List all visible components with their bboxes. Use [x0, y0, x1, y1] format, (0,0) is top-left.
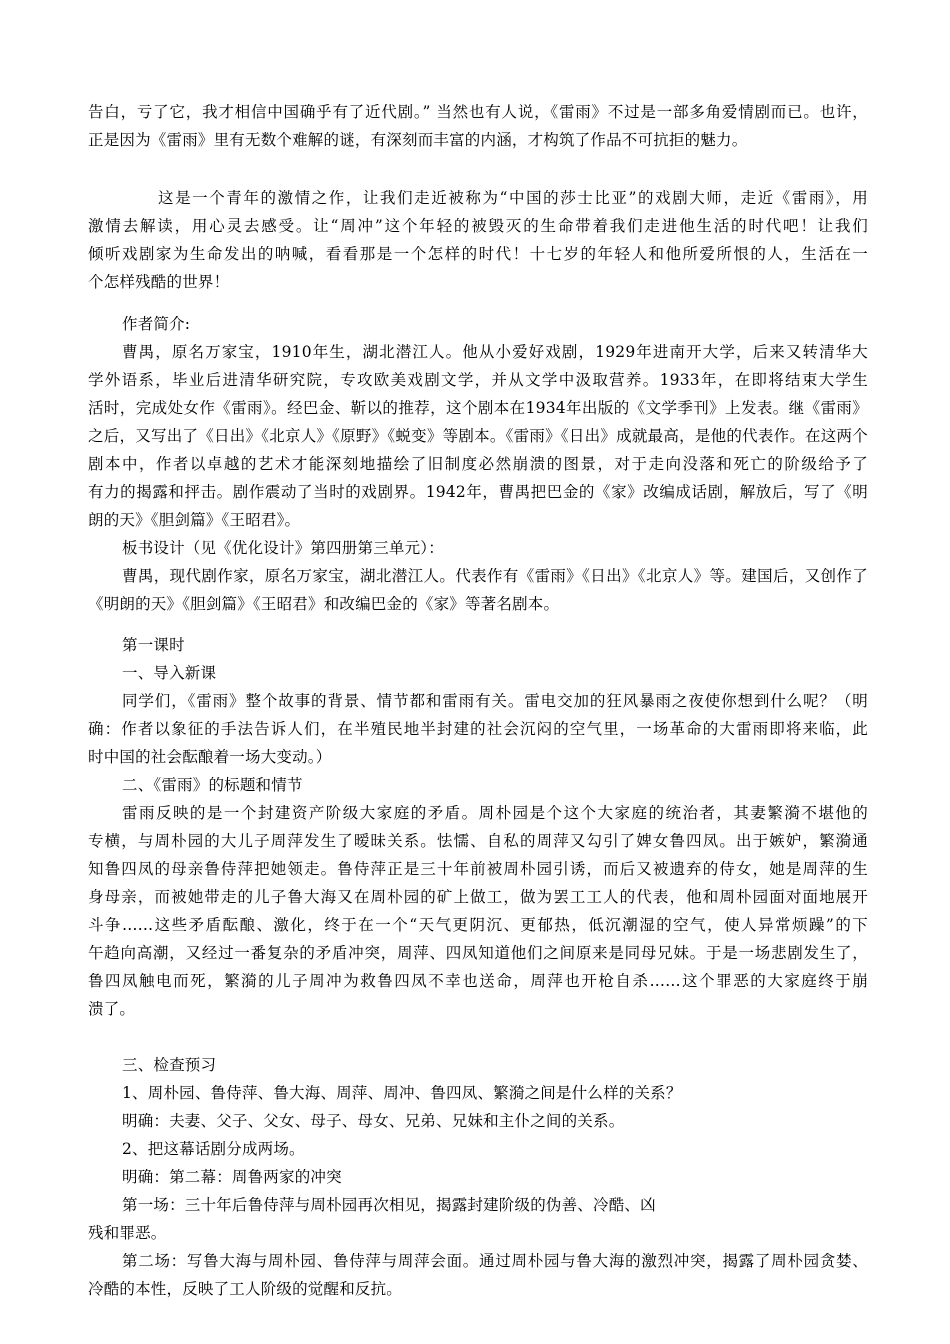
intro-p2-line-1: 这是一个青年的激情之作，让我们走近被称为“中国的莎士比亚”的戏剧大师，走近《雷雨》，用 — [158, 189, 868, 207]
author-bio-line-7: 朗的天》《胆剑篇》《王昭君》。 — [88, 511, 301, 529]
board-line-2: 《明朗的天》《胆剑篇》《王昭君》和改编巴金的《家》等著名剧本。 — [88, 595, 560, 613]
section-2-line-2: 专横，与周朴园的大儿子周萍发生了暧昧关系。怯懦、自私的周萍又勾引了婢女鲁四凤。出于嫉妒，繁漪通 — [88, 832, 868, 850]
board-line-1: 曹禺，现代剧作家，原名万家宝，湖北潜江人。代表作有《雷雨》《日出》《北京人》等。建国后，又创作了 — [122, 567, 868, 585]
answer-1: 明确：夫妻、父子、父女、母子、母女、兄弟、兄妹和主仆之间的关系。 — [122, 1112, 625, 1130]
section-2-line-8: 溃了。 — [88, 1000, 136, 1018]
author-bio-line-2: 学外语系，毕业后进清华研究院，专攻欧美戏剧文学，并从文学中汲取营养。1933年，在即将结束大学生 — [88, 371, 868, 389]
intro-p2-line-4: 个怎样残酷的世界！ — [88, 273, 230, 291]
section-2-line-1: 雷雨反映的是一个封建资产阶级大家庭的矛盾。周朴园是个这个大家庭的统治者，其妻繁漪不堪他的 — [122, 804, 868, 822]
section-2-line-7: 鲁四凤触电而死，繁漪的儿子周冲为救鲁四凤不幸也送命，周萍也开枪自杀……这个罪恶的大家庭终于崩 — [88, 972, 868, 990]
section-1-line-2: 确：作者以象征的手法告诉人们，在半殖民地半封建的社会沉闷的空气里，一场革命的大雷雨即将来临，此 — [88, 720, 868, 738]
intro-p2-line-3: 倾听戏剧家为生命发出的呐喊，看看那是一个怎样的时代！十七岁的年轻人和他所爱所恨的人，生活在一 — [88, 245, 868, 263]
lesson-title: 第一课时 — [122, 636, 185, 654]
section-2-heading: 二、《雷雨》的标题和情节 — [122, 776, 303, 794]
section-2-line-4: 身母亲，而被她带走的儿子鲁大海又在周朴园的矿上做工，做为罢工工人的代表，他和周朴园面对面地展开 — [88, 888, 868, 906]
section-1-line-1: 同学们，《雷雨》整个故事的背景、情节都和雷雨有关。雷电交加的狂风暴雨之夜使你想到什么呢？（明 — [122, 692, 868, 710]
section-2-line-6: 午趋向高潮，又经过一番复杂的矛盾冲突，周萍、四凤知道他们之间原来是同母兄妹。于是一场悲剧发生了， — [88, 944, 868, 962]
scene-2-line-2: 冷酷的本性，反映了工人阶级的觉醒和反抗。 — [88, 1280, 403, 1298]
board-heading: 板书设计（见《优化设计》第四册第三单元）： — [122, 539, 444, 557]
intro-p1-line-1: 告白，亏了它，我才相信中国确乎有了近代剧。” 当然也有人说，《雷雨》不过是一部多角爱情剧而已。也许， — [88, 103, 868, 121]
section-1-line-3: 时中国的社会酝酿着一场大变动。） — [88, 748, 332, 766]
author-bio-line-4: 之后，又写出了《日出》《北京人》《原野》《蜕变》等剧本。《雷雨》《日出》成就最高，是他的代表作。在这两个 — [88, 427, 868, 445]
author-bio-line-6: 有力的揭露和抨击。剧作震动了当时的戏剧界。1942年，曹禺把巴金的《家》改编成话剧，解放后，写了《明 — [88, 483, 868, 501]
question-2: 2、把这幕话剧分成两场。 — [122, 1140, 305, 1158]
question-1: 1、周朴园、鲁侍萍、鲁大海、周萍、周冲、鲁四凤、繁漪之间是什么样的关系？ — [122, 1084, 682, 1102]
intro-p1-line-2: 正是因为《雷雨》里有无数个难解的谜，有深刻而丰富的内涵，才构筑了作品不可抗拒的魅力。 — [88, 131, 748, 149]
author-heading: 作者简介: — [122, 315, 191, 333]
author-bio-line-5: 剧本中，作者以卓越的艺术才能深刻地描绘了旧制度必然崩溃的图景，对于走向没落和死亡的阶级给予了 — [88, 455, 868, 473]
section-2-line-5: 斗争……这些矛盾酝酿、激化，终于在一个“天气更阴沉、更郁热，低沉潮湿的空气，使人异常烦躁”的下 — [88, 916, 868, 934]
scene-1-line-2: 残和罪恶。 — [88, 1224, 167, 1242]
answer-2: 明确：第二幕：周鲁两家的冲突 — [122, 1168, 342, 1186]
scene-2-line-1: 第二场：写鲁大海与周朴园、鲁侍萍与周萍会面。通过周朴园与鲁大海的激烈冲突，揭露了周朴园贪婪、 — [122, 1252, 868, 1270]
author-bio-line-1: 曹禺，原名万家宝，1910年生，湖北潜江人。他从小爱好戏剧，1929年进南开大学，后来又转清华大 — [122, 343, 868, 361]
intro-p2-line-2: 激情去解读，用心灵去感受。让“周冲”这个年轻的被毁灭的生命带着我们走进他生活的时代吧！让我们 — [88, 217, 868, 235]
section-3-heading: 三、检查预习 — [122, 1056, 217, 1074]
section-2-line-3: 知鲁四凤的母亲鲁侍萍把她领走。鲁侍萍正是三十年前被周朴园引诱，而后又被遗弃的侍女，她是周萍的生 — [88, 860, 868, 878]
section-1-heading: 一、导入新课 — [122, 664, 217, 682]
author-bio-line-3: 活时，完成处女作《雷雨》。经巴金、靳以的推荐，这个剧本在1934年出版的《文学季刊》上发表。继《雷雨》 — [88, 399, 868, 417]
scene-1-line-1: 第一场：三十年后鲁侍萍与周朴园再次相见，揭露封建阶级的伪善、冷酷、凶 — [122, 1196, 656, 1214]
